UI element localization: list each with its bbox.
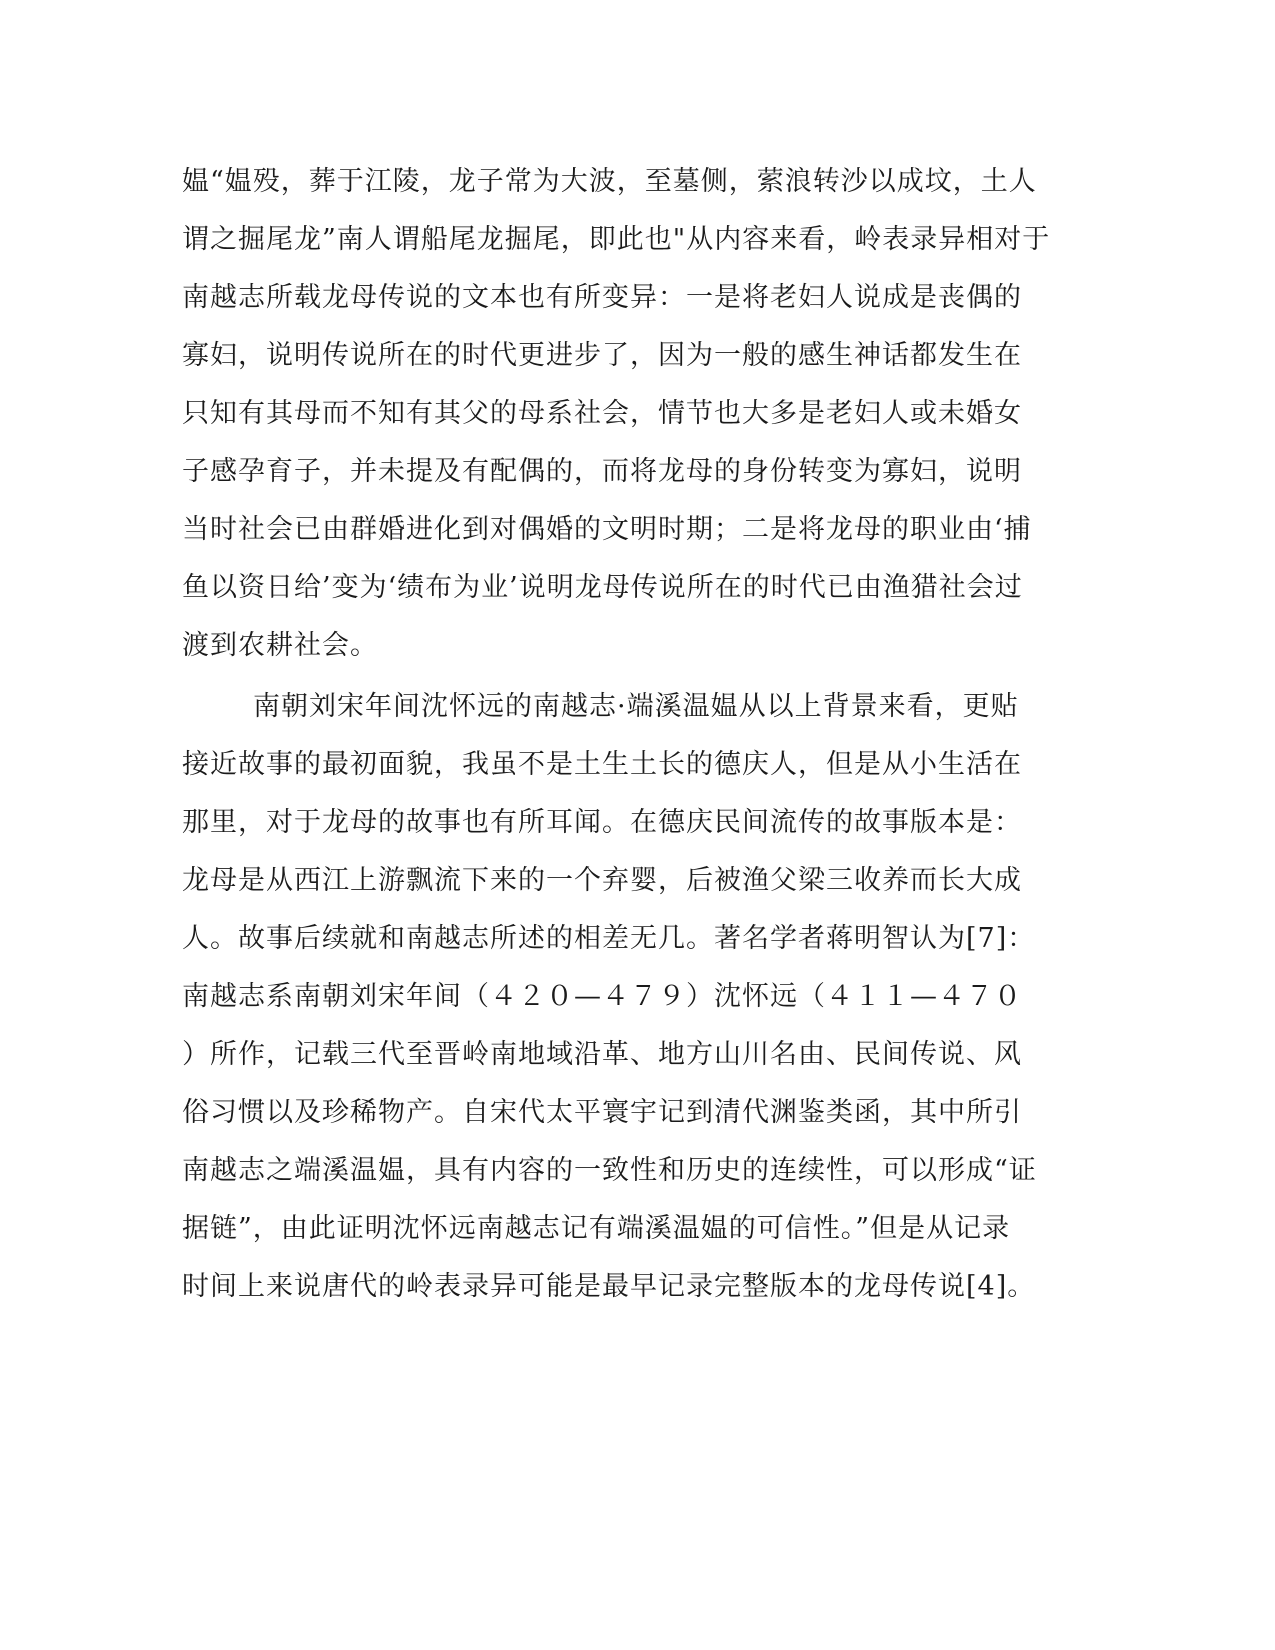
paragraph-line: 南朝刘宋年间沈怀远的南越志·端溪温媪从以上背景来看，更贴 bbox=[253, 691, 1019, 722]
paragraph-line: 谓之掘尾龙”南人谓船尾龙掘尾，即此也"从内容来看，岭表录异相对于 bbox=[182, 224, 1051, 255]
paragraph-line: 子感孕育子，并未提及有配偶的，而将龙母的身份转变为寡妇，说明 bbox=[182, 456, 1022, 487]
paragraph-line: 接近故事的最初面貌，我虽不是土生土长的德庆人，但是从小生活在 bbox=[182, 749, 1022, 780]
paragraph-line: 俗习惯以及珍稀物产。自宋代太平寰宇记到清代渊鉴类函，其中所引 bbox=[182, 1097, 1022, 1128]
paragraph-line: 南越志之端溪温媪，具有内容的一致性和历史的连续性，可以形成“证 bbox=[182, 1155, 1037, 1186]
paragraph-line: 时间上来说唐代的岭表录异可能是最早记录完整版本的龙母传说[4]。 bbox=[182, 1271, 1036, 1302]
paragraph-line: 那里，对于龙母的故事也有所耳闻。在德庆民间流传的故事版本是： bbox=[182, 807, 1022, 838]
paragraph-line: 南越志所载龙母传说的文本也有所变异：一是将老妇人说成是丧偶的 bbox=[182, 282, 1022, 313]
paragraph-line: ）所作，记载三代至晋岭南地域沿革、地方山川名由、民间传说、风 bbox=[182, 1039, 1022, 1070]
paragraph-line: 龙母是从西江上游飘流下来的一个弃婴，后被渔父梁三收养而长大成 bbox=[182, 865, 1022, 896]
paragraph-line: 据链”，由此证明沈怀远南越志记有端溪温媪的可信性。”但是从记录 bbox=[182, 1213, 1011, 1244]
paragraph-line: 鱼以资日给’变为‘绩布为业’说明龙母传说所在的时代已由渔猎社会过 bbox=[182, 572, 1023, 603]
paragraph-line: 媪“媪殁，葬于江陵，龙子常为大波，至墓侧，萦浪转沙以成坟，土人 bbox=[182, 166, 1037, 197]
paragraph-line: 南越志系南朝刘宋年间（４２０—４７９）沈怀远（４１１—４７０ bbox=[182, 981, 1022, 1012]
paragraph-line: 寡妇，说明传说所在的时代更进步了，因为一般的感生神话都发生在 bbox=[182, 340, 1022, 371]
paragraph-line: 当时社会已由群婚进化到对偶婚的文明时期；二是将龙母的职业由‘捕 bbox=[182, 514, 1032, 545]
paragraph-line: 人。故事后续就和南越志所述的相差无几。著名学者蒋明智认为[7]： bbox=[182, 923, 1036, 954]
paragraph-line: 只知有其母而不知有其父的母系社会，情节也大多是老妇人或未婚女 bbox=[182, 398, 1022, 429]
paragraph-line: 渡到农耕社会。 bbox=[182, 630, 378, 661]
